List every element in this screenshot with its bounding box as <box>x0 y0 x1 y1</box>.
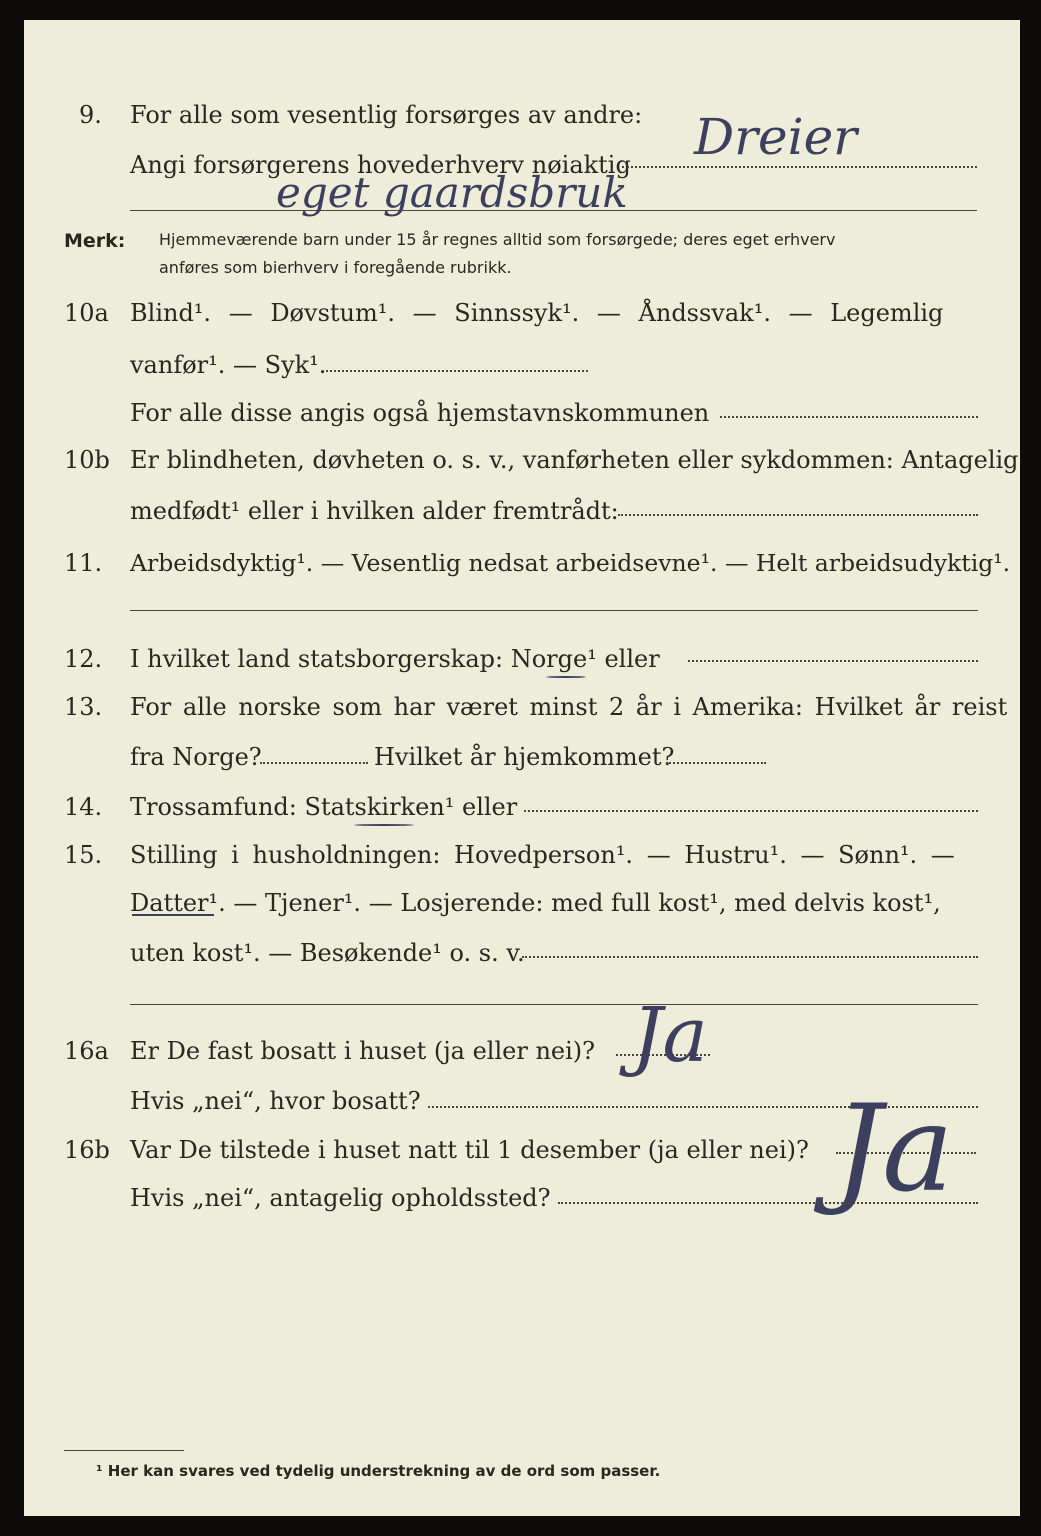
note-line2: anføres som bierhverv i foregående rubrikk. <box>159 258 512 277</box>
item-number-14: 14. <box>64 793 103 821</box>
q10a-line2: vanfør¹. — Syk¹. <box>130 351 327 379</box>
q13-line1: For alle norske som har været minst 2 år i Amerika: Hvilket år reist <box>130 693 1008 721</box>
item-number-16b: 16b <box>64 1136 110 1164</box>
q16a-handwritten-answer: Ja <box>632 990 708 1079</box>
q15-underline-mark <box>132 914 214 916</box>
q12-answer-line <box>688 660 978 662</box>
q15-line2: Datter¹. — Tjener¹. — Losjerende: med full kost¹, med delvis kost¹, <box>130 889 941 917</box>
note-label: Merk: <box>64 230 126 252</box>
census-form-page <box>24 20 1020 1516</box>
item-number-10a: 10a <box>64 299 109 327</box>
q16b-line1: Var De tilstede i huset natt til 1 desember (ja eller nei)? <box>130 1136 809 1164</box>
item-number-12: 12. <box>64 645 103 673</box>
q13-departure-year-line <box>260 762 368 764</box>
q10a-hometown-line <box>720 416 978 418</box>
item-number-13: 13. <box>64 693 103 721</box>
q13-line2b: Hvilket år hjemkommet? <box>374 743 675 771</box>
footnote: ¹ Her kan svares ved tydelig understrekning av de ord som passer. <box>96 1462 661 1480</box>
q15-answer-line <box>522 956 978 958</box>
item-number-10b: 10b <box>64 446 110 474</box>
q10a-line1: Blind¹. — Døvstum¹. — Sinnssyk¹. — Åndssvak¹. — Legemlig <box>130 299 944 327</box>
q11-line1: Arbeidsdyktig¹. — Vesentlig nedsat arbeidsevne¹. — Helt arbeidsudyktig¹. <box>130 549 1011 577</box>
footnote-rule <box>64 1450 184 1451</box>
q9-line1: For alle som vesentlig forsørges av andre: <box>130 101 643 129</box>
q16a-line2: Hvis „nei“, hvor bosatt? <box>130 1087 421 1115</box>
q9-answer-line <box>622 166 977 168</box>
q15-answer-line-2 <box>130 1004 978 1005</box>
q16b-line2: Hvis „nei“, antagelig opholdssted? <box>130 1184 551 1212</box>
q12-underline-mark <box>546 676 586 678</box>
q10a-answer-line <box>326 370 588 372</box>
q13-return-year-line <box>666 762 766 764</box>
q9-handwritten-answer-2: eget gaardsbruk <box>276 168 628 217</box>
q10b-line1: Er blindheten, døvheten o. s. v., vanførheten eller sykdommen: Antagelig <box>130 446 1019 474</box>
q14-line1: Trossamfund: Statskirken¹ eller <box>130 793 518 821</box>
q16b-handwritten-answer: Ja <box>834 1080 954 1219</box>
item-number-11: 11. <box>64 549 103 577</box>
q16b-whereabouts-line <box>558 1202 978 1204</box>
q14-underline-mark <box>354 824 414 826</box>
q10a-line3: For alle disse angis også hjemstavnskommunen <box>130 399 710 427</box>
note-line1: Hjemmeværende barn under 15 år regnes alltid som forsørgede; deres eget erhverv <box>159 230 836 249</box>
q9-line2: Angi forsørgerens hovederhverv nøiaktig <box>130 151 631 179</box>
q15-line3: uten kost¹. — Besøkende¹ o. s. v. <box>130 939 525 967</box>
q13-line2a: fra Norge? <box>130 743 262 771</box>
item-number-9: 9. <box>79 101 102 129</box>
q9-handwritten-answer-1: Dreier <box>694 108 858 166</box>
q11-answer-line <box>130 610 978 611</box>
item-number-16a: 16a <box>64 1037 109 1065</box>
q15-line1: Stilling i husholdningen: Hovedperson¹. — Hustru¹. — Sønn¹. — <box>130 841 955 869</box>
q16a-line1: Er De fast bosatt i huset (ja eller nei)? <box>130 1037 596 1065</box>
q14-answer-line <box>524 810 978 812</box>
item-number-15: 15. <box>64 841 103 869</box>
q12-line1: I hvilket land statsborgerskap: Norge¹ eller <box>130 645 660 673</box>
q10b-answer-line <box>618 514 978 516</box>
q10b-line2: medfødt¹ eller i hvilken alder fremtrådt: <box>130 497 619 525</box>
